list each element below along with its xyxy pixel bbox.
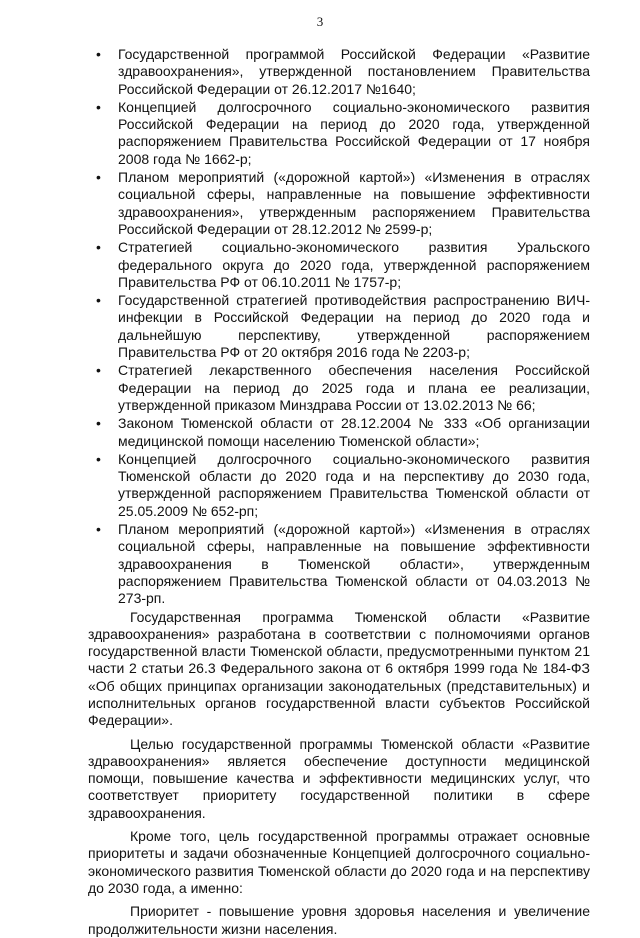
bullet-icon: • xyxy=(96,46,101,62)
bullet-icon: • xyxy=(96,292,101,309)
list-item xyxy=(88,239,590,291)
list-item-text: Законом Тюменской области от 28.12.2004 № 333 «Об организации медицинской помощи населению Тюменской области»; xyxy=(118,415,590,449)
page-number: 3 xyxy=(316,14,324,29)
bullet-icon: • xyxy=(96,521,101,538)
document-body xyxy=(88,46,590,938)
list-item-text: Концепцией долгосрочного социально-экономического развития Российской Федерации на период до 2020 года, утвержденной распоряжением Правительства Российской Федерации от 17 ноября 2008 года № 1662-р; xyxy=(118,98,590,167)
list-item-text: Стратегией социально-экономического развития Уральского федерального округа до 2020 года, утвержденной распоряжением Правительства РФ от 06.10.2011 № 1757-р; xyxy=(118,239,590,290)
legal-basis-list xyxy=(88,46,590,608)
list-item-text: Концепцией долгосрочного социально-экономического развития Тюменской области до 2020 года и на перспективу до 2030 года, утвержденной распоряжением Правительства Тюменской области от 25.05.2009 № 652-рп; xyxy=(118,450,590,519)
list-item-text: Государственной программой Российской Федерации «Развитие здравоохранения», утвержденной постановлением Правительства Российской Федерации от 26.12.2017 №1640; xyxy=(118,46,590,97)
bullet-icon: • xyxy=(96,415,101,432)
list-item xyxy=(88,292,590,361)
list-item-text: Планом мероприятий («дорожной картой») «Изменения в отраслях социальной сферы, направленные на повышение эффективности здравоохранения», утвержденным распоряжением Правительства Российской Федерации от 28.12.2012 № 2599-р; xyxy=(118,169,590,237)
list-item-text: Государственной стратегией противодействия распространению ВИЧ-инфекции в Российской Федерации на период до 2020 года и дальнейшую перспективу, утвержденной распоряжением Правительства РФ от 20 октября 2016 года № 2203-р; xyxy=(118,292,590,361)
bullet-icon: • xyxy=(96,239,101,256)
list-item xyxy=(88,46,590,98)
bullet-icon: • xyxy=(96,362,101,379)
list-item-text: Планом мероприятий («дорожной картой») «Изменения в отраслях социальной сферы, направленные на повышение эффективности здравоохранения в Тюменской области», утвержденным распоряжением Правительства Тюменской области от 04.03.2013 № 273-рп. xyxy=(118,521,590,607)
list-item xyxy=(88,99,590,168)
paragraph-program-goal: Целью государственной программы Тюменской области «Развитие здравоохранения» является обеспечение доступности медицинской помощи, повышение качества и эффективности медицинских услуг, что соответствует приоритету государственной политики в сфере здравоохранения. xyxy=(88,735,590,821)
bullet-icon: • xyxy=(96,98,101,115)
bullet-icon: • xyxy=(96,169,101,186)
list-item-text: Стратегией лекарственного обеспечения населения Российской Федерации на период до 2025 года и плана ее реализации, утвержденной приказом Минздрава России от 13.02.2013 № 66; xyxy=(118,362,590,413)
list-item xyxy=(88,362,590,414)
list-item xyxy=(88,169,590,238)
bullet-icon: • xyxy=(96,450,101,467)
paragraph-program-basis: Государственная программа Тюменской области «Развитие здравоохранения» разработана в соответствии с полномочиями органов государственной власти Тюменской области, предусмотренными пунктом 21 части 2 статьи 26.3 Федерального закона от 6 октября 1999 года № 184-ФЗ «Об общих принципах организации законодательных (представительных) и исполнительных органов государственной власти субъектов Российской Федерации». xyxy=(88,608,590,729)
list-item xyxy=(88,521,590,607)
paragraph-priorities: Кроме того, цель государственной программы отражает основные приоритеты и задачи обозначенные Концепцией долгосрочного социально-экономического развития Тюменской области до 2020 года и на перспективу до 2030 года, а именно: xyxy=(88,828,590,896)
list-item xyxy=(88,415,590,450)
list-item xyxy=(88,451,590,520)
paragraph-priority-health: Приоритет - повышение уровня здоровья населения и увеличение продолжительности жизни населения. xyxy=(88,903,590,937)
